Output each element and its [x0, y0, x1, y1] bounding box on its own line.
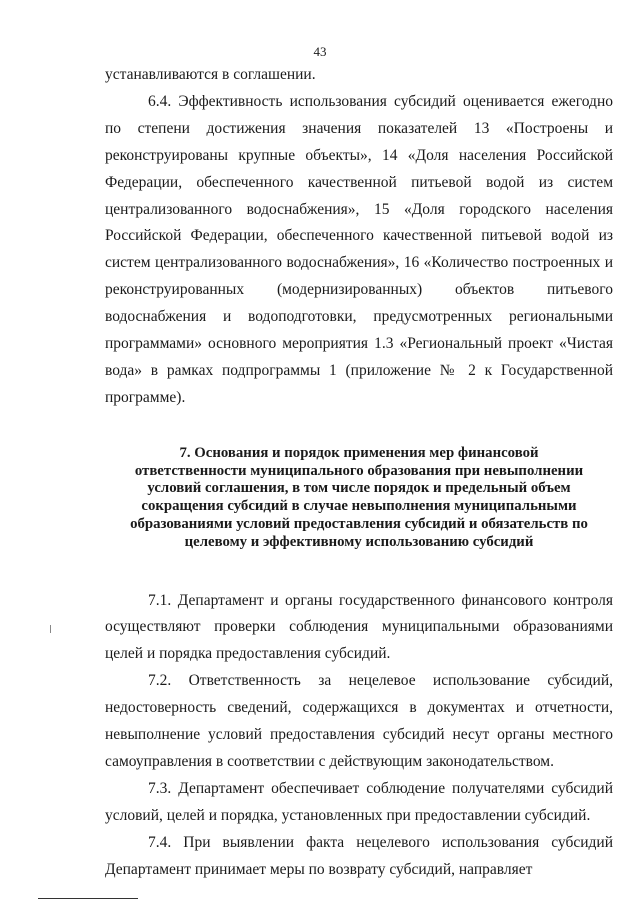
paragraph-7-2: 7.2. Ответственность за нецелевое использование субсидий, недостоверность сведений, содержащихся в документах и отчетности, невыполнение условий предоставления субсидий несут органы местного самоуправления в соответствии с действующим законодательством. — [105, 672, 613, 770]
paragraph-continuation: устанавливаются в соглашении. — [105, 66, 316, 83]
paragraph-6-4: 6.4. Эффективность использования субсидий оценивается ежегодно по степени достижения значения показателей 13 «Построены и реконструированы крупные объекты», 14 «Доля населения Российской Федерации, обеспеченного качественной питьевой водой из систем централизованного водоснабжения», 15 «Доля городского населения Российской Федерации, обеспеченного качественной питьевой водой из систем централизованного водоснабжения», 16 «Количество построенных и реконструированных (модернизированных) объектов питьевого водоснабжения и водоподготовки, предусмотренных региональными программами» основного мероприятия 1.3 «Региональный проект «Чистая вода» в рамках подпрограммы 1 (приложение № 2 к Государственной программе). — [105, 92, 613, 406]
document-body — [105, 62, 613, 884]
section-heading: 7. Основания и порядок применения мер финансовой ответственности муниципального образования при невыполнении условий соглашения, в том числе порядок и предельный объем сокращения субсидий в случае невыполнения муниципальными образованиями условий предоставления субсидий и обязательств по целевому и эффективному использованию субсидий — [130, 444, 588, 550]
page-number: 43 — [313, 44, 327, 59]
section-spacer — [105, 552, 613, 588]
paragraph-7-1: 7.1. Департамент и органы государственного финансового контроля осуществляют проверки соблюдения муниципальными образованиями целей и порядка предоставления субсидий. — [105, 591, 613, 663]
margin-mark — [50, 625, 51, 633]
paragraph-7-4: 7.4. При выявлении факта нецелевого использования субсидий Департамент принимает меры по возврату субсидий, направляет — [105, 833, 613, 878]
paragraph-7-3: 7.3. Департамент обеспечивает соблюдение получателями субсидий условий, целей и порядка, установленных при предоставлении субсидий. — [105, 779, 613, 824]
footnote-rule — [38, 898, 138, 899]
